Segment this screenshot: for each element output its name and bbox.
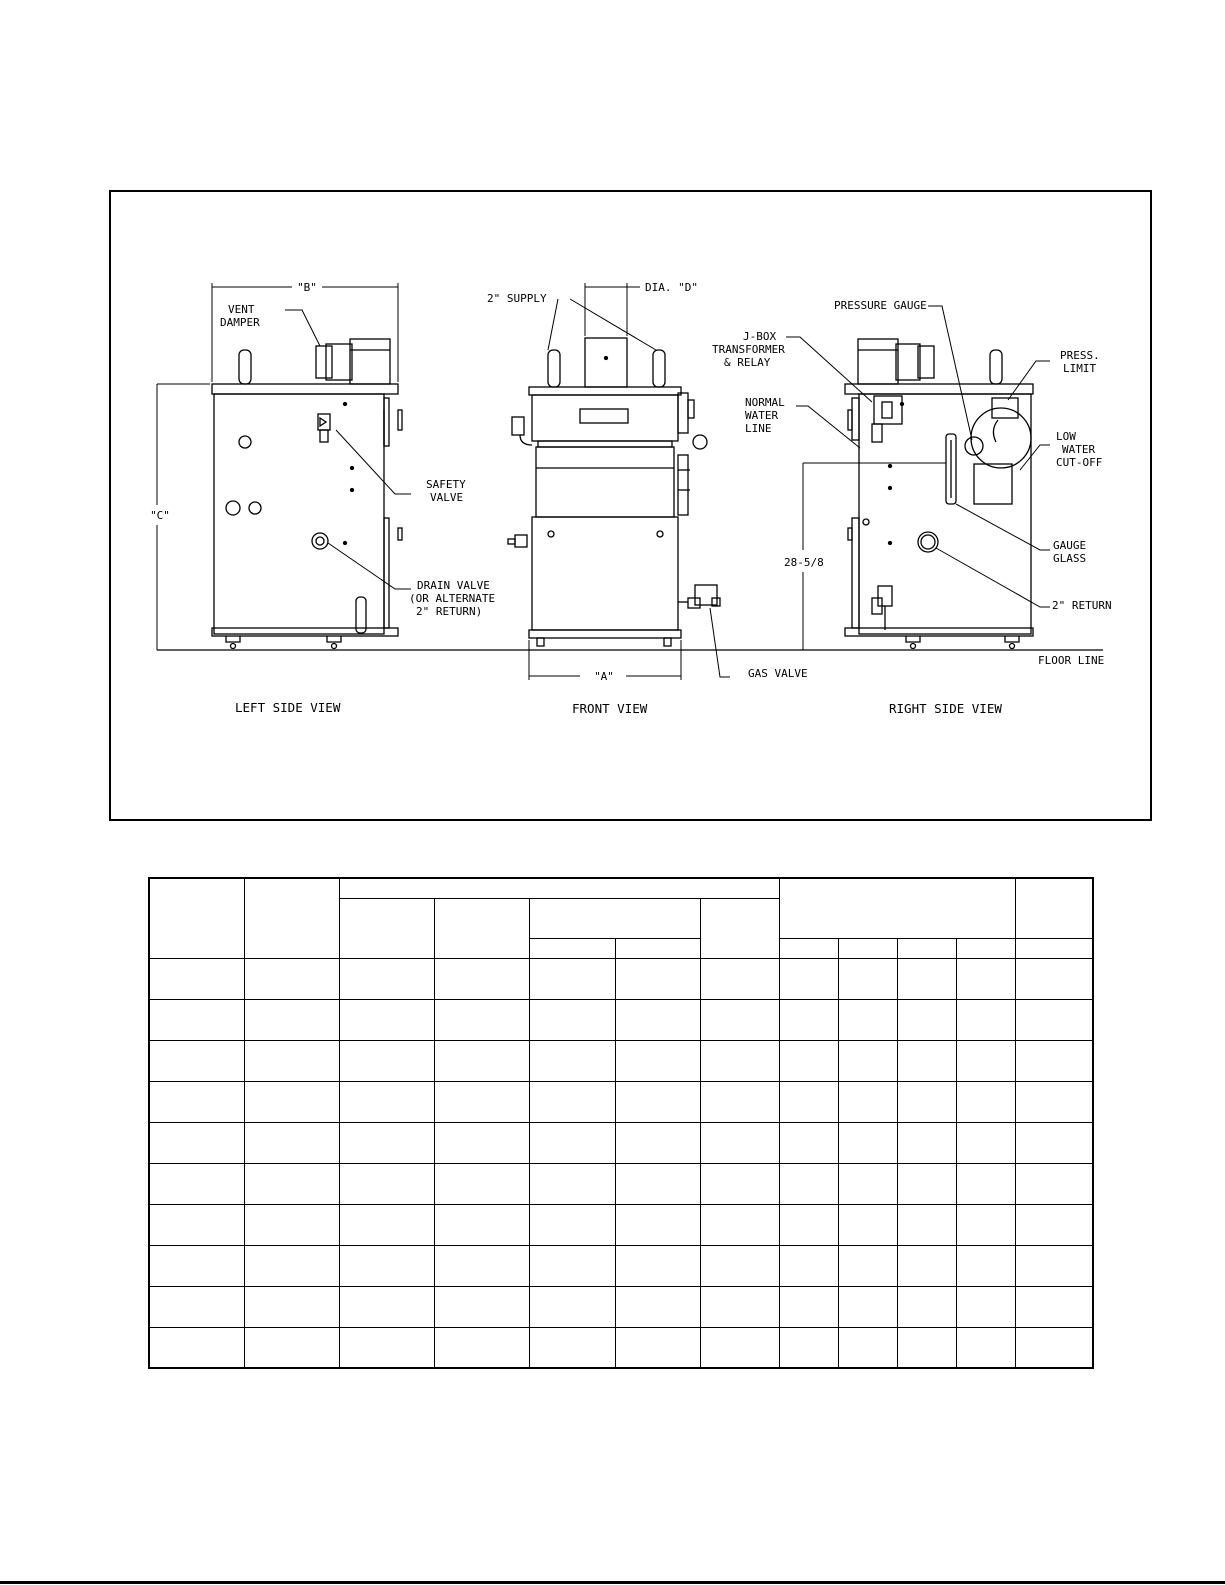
table-row <box>149 1204 1093 1245</box>
page-bottom-rule <box>0 1581 1225 1584</box>
gauge-glass-label: GLASS <box>1053 552 1087 565</box>
safety-valve-label: SAFETY <box>426 478 466 491</box>
table-row <box>149 999 1093 1040</box>
dimensions-table <box>148 877 1094 1369</box>
low-water-cutoff-label: LOW <box>1056 430 1076 443</box>
dimension-b: "B" <box>297 281 317 294</box>
table-row <box>149 1327 1093 1368</box>
gas-valve-label: GAS VALVE <box>748 667 808 680</box>
dimension-a: "A" <box>594 670 614 683</box>
normal-water-line-label: LINE <box>745 422 772 435</box>
gauge-glass-label: GAUGE <box>1053 539 1087 552</box>
drain-valve-label: 2" RETURN) <box>416 605 483 618</box>
normal-water-line-label: NORMAL <box>745 396 785 409</box>
jbox-label: & RELAY <box>724 356 771 369</box>
vent-damper-label: VENT <box>228 303 255 316</box>
jbox-label: TRANSFORMER <box>712 343 785 356</box>
table-row <box>149 1122 1093 1163</box>
vent-damper-label: DAMPER <box>220 316 260 329</box>
drain-valve-label: (OR ALTERNATE <box>409 592 496 605</box>
table-row <box>149 1081 1093 1122</box>
press-limit-label: PRESS. <box>1060 349 1100 362</box>
water-line-height: 28-5/8 <box>784 556 824 569</box>
safety-valve-label: VALVE <box>430 491 464 504</box>
front-view-title: FRONT VIEW <box>572 701 648 716</box>
jbox-label: J-BOX <box>743 330 777 343</box>
table-row <box>149 1163 1093 1204</box>
leader-lines <box>285 299 1050 677</box>
drain-valve-label: DRAIN VALVE <box>417 579 490 592</box>
table-row <box>149 1286 1093 1327</box>
normal-water-line-label: WATER <box>745 409 779 422</box>
left-side-view <box>212 339 402 649</box>
table-row <box>149 958 1093 999</box>
right-side-view <box>845 339 1033 649</box>
front-view <box>508 338 720 646</box>
floor-line-label: FLOOR LINE <box>1038 654 1105 667</box>
low-water-cutoff-label: WATER <box>1062 443 1096 456</box>
dimension-d: DIA. "D" <box>645 281 698 294</box>
dimension-lines <box>157 283 946 680</box>
left-side-view-title: LEFT SIDE VIEW <box>235 700 341 715</box>
supply-label: 2" SUPPLY <box>487 292 547 305</box>
table-row <box>149 1245 1093 1286</box>
press-limit-label: LIMIT <box>1063 362 1097 375</box>
pressure-gauge-label: PRESSURE GAUGE <box>834 299 927 312</box>
low-water-cutoff-label: CUT-OFF <box>1056 456 1103 469</box>
return-label: 2" RETURN <box>1052 599 1112 612</box>
diagram-labels <box>150 281 1112 716</box>
right-side-view-title: RIGHT SIDE VIEW <box>889 701 1002 716</box>
dimension-c: "C" <box>150 509 170 522</box>
table-row <box>149 1040 1093 1081</box>
